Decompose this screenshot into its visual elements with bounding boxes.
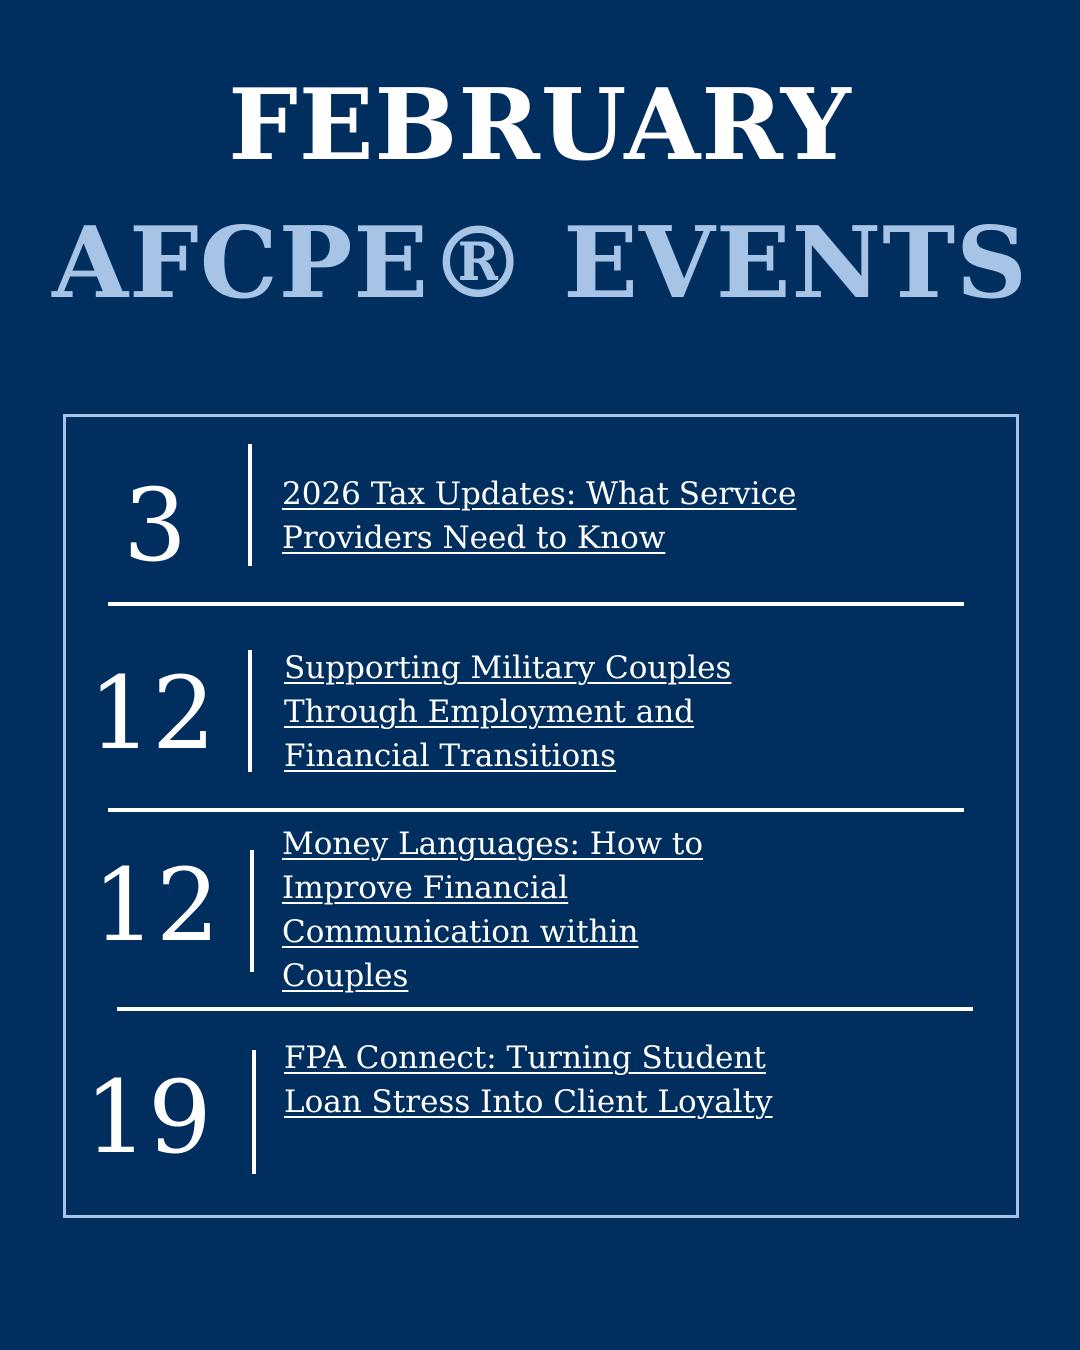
event-divider-vertical-4 bbox=[252, 1050, 256, 1174]
event-separator-3 bbox=[117, 1007, 973, 1011]
page-title-events: AFCPE® EVENTS bbox=[52, 206, 1028, 321]
event-divider-vertical-3 bbox=[250, 850, 254, 972]
event-divider-vertical-1 bbox=[248, 444, 252, 566]
event-day-4: 19 bbox=[84, 1059, 212, 1176]
event-link-2[interactable]: Supporting Military Couples Through Employment and Financial Transitions bbox=[284, 650, 732, 774]
event-day-3: 12 bbox=[92, 847, 220, 964]
event-link-4[interactable]: FPA Connect: Turning Student Loan Stress Into Client Loyalty bbox=[284, 1040, 773, 1120]
event-divider-vertical-2 bbox=[248, 650, 252, 772]
event-day-1: 3 bbox=[123, 467, 187, 584]
event-day-2: 12 bbox=[88, 655, 216, 772]
event-link-3[interactable]: Money Languages: How to Improve Financial Communication within Couples bbox=[282, 826, 704, 994]
event-link-1[interactable]: 2026 Tax Updates: What Service Providers Need to Know bbox=[282, 476, 797, 556]
event-separator-1 bbox=[108, 602, 964, 606]
page-title-month: FEBRUARY bbox=[228, 68, 852, 183]
event-separator-2 bbox=[108, 808, 964, 812]
